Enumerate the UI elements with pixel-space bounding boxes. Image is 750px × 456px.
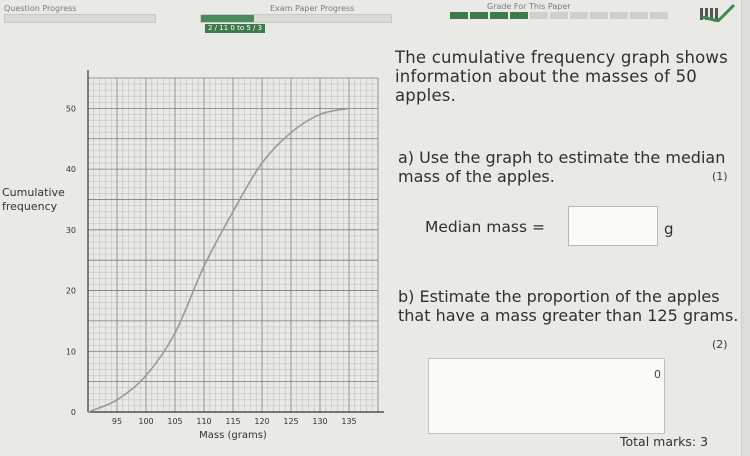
cumulative-frequency-chart (0, 60, 400, 450)
question-intro: The cumulative frequency graph shows information about the masses of 50 apples. (395, 48, 728, 105)
x-axis-label: Mass (grams) (199, 430, 267, 441)
grade-segment (590, 12, 608, 19)
y-tick-label: 10 (65, 347, 76, 357)
median-unit: g (664, 220, 674, 238)
part-a-question: a) Use the graph to estimate the median mass of the apples. (398, 148, 726, 186)
x-tick-label: 105 (167, 417, 183, 426)
exam-progress-label: Exam Paper Progress (270, 4, 355, 13)
part-b-marks: (2) (712, 338, 728, 351)
proportion-answer-input[interactable] (428, 358, 665, 434)
grade-segment (610, 12, 628, 19)
y-tick-label: 20 (65, 286, 76, 296)
x-tick-label: 125 (283, 417, 299, 426)
y-tick-label: 0 (70, 408, 76, 417)
total-marks: Total marks: 3 (620, 434, 709, 449)
y-tick-label: 40 (65, 165, 76, 175)
x-tick-label: 120 (254, 417, 270, 426)
question-progress-bar (4, 14, 156, 23)
part-a-text (398, 148, 743, 186)
y-tick-label: 30 (65, 225, 76, 235)
median-label: Median mass = (425, 218, 545, 236)
part-b-text: b) Estimate the proportion of the apples that have a mass greater than 125 grams. (398, 287, 739, 325)
grade-segment (510, 12, 528, 19)
chart-axes (88, 70, 384, 412)
question-progress-label: Question Progress (4, 4, 77, 13)
exam-progress-badge: 2 / 11 0 to 5 / 3 (205, 24, 265, 33)
grade-segment (650, 12, 668, 19)
grade-segment (470, 12, 488, 19)
y-axis-label-line2: frequency (2, 200, 58, 213)
exam-header (0, 0, 750, 44)
grade-segment (450, 12, 468, 19)
grade-chart-icon (700, 2, 736, 22)
x-tick-label: 95 (111, 417, 123, 426)
answer-box-label: 0 (654, 368, 661, 381)
exam-progress-fill (201, 15, 254, 22)
grade-segment (530, 12, 548, 19)
grade-segment (630, 12, 648, 19)
x-tick-label: 100 (138, 417, 154, 426)
x-tick-labels (112, 417, 357, 426)
y-tick-labels (66, 104, 76, 417)
x-tick-label: 130 (312, 417, 328, 426)
grade-meter (450, 12, 668, 19)
grade-label: Grade For This Paper (487, 2, 571, 11)
y-tick-label: 50 (65, 104, 76, 114)
exam-progress-bar (200, 14, 392, 23)
x-tick-label: 110 (196, 417, 212, 426)
x-tick-label: 135 (341, 417, 357, 426)
part-a-marks: (1) (712, 170, 728, 183)
grade-segment (490, 12, 508, 19)
median-input[interactable] (568, 206, 658, 246)
grade-segment (570, 12, 588, 19)
grade-segment (550, 12, 568, 19)
y-axis-label-line1: Cumulative (2, 186, 65, 199)
x-tick-label: 115 (225, 417, 241, 426)
chart-grid (88, 78, 378, 412)
